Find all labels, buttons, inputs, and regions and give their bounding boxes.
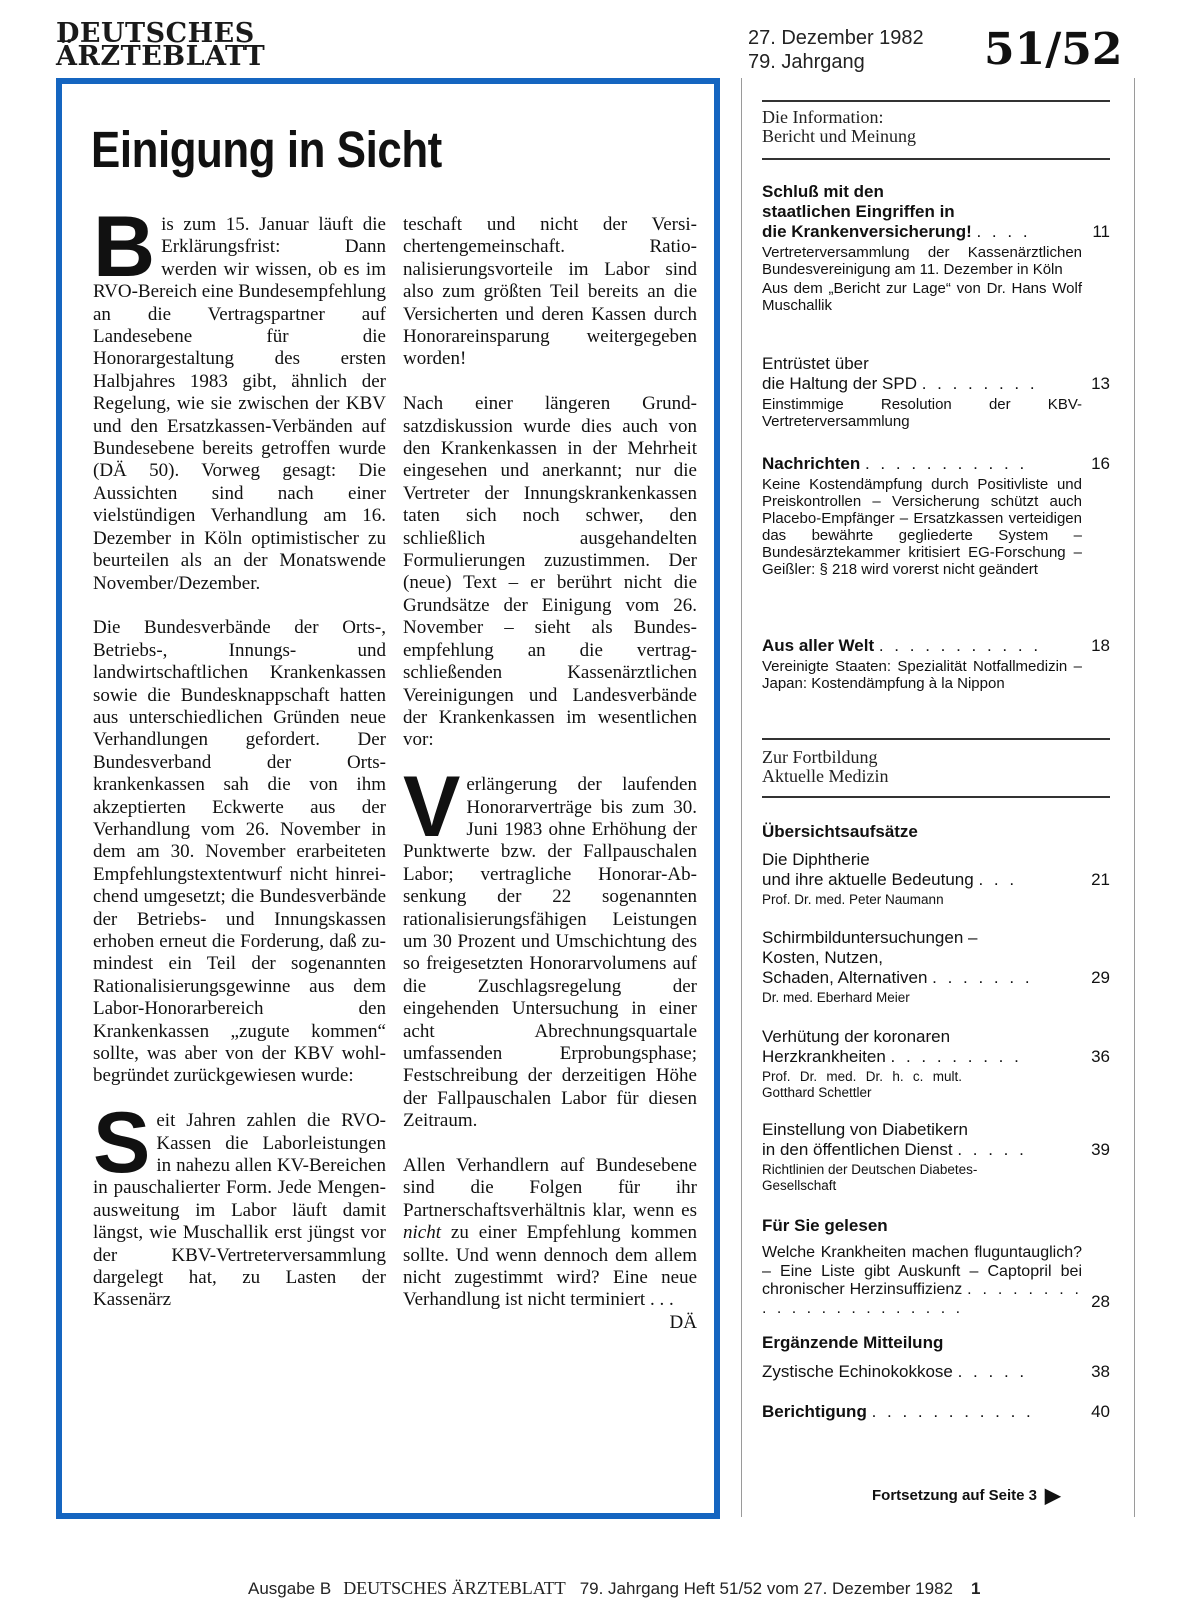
leader-dots: . . . . . . . . . . . (878, 636, 1042, 655)
entry-title: die Haltung der SPD (762, 374, 917, 393)
footer-publication: DEUTSCHES ÄRZTEBLATT (343, 1578, 566, 1598)
page-number: 36 (1091, 1047, 1110, 1066)
entry-title: und ihre aktuelle Bedeutung (762, 870, 974, 889)
toc-entry-flugtauglich[interactable] (762, 1244, 1082, 1318)
toc-entry-berichtigung[interactable] (762, 1402, 1082, 1422)
footer-details: 79. Jahrgang Heft 51/52 vom 27. Dezember 1982 (579, 1579, 953, 1598)
toc-entry-schirmbild[interactable] (762, 928, 1082, 1006)
leader-dots: . . . . . (957, 1362, 1028, 1381)
entry-author: Richtlinien der Deutschen Diabetes-Gesellschaft (762, 1162, 978, 1193)
leader-dots: . . . . . . . . (921, 374, 1038, 393)
entry-title: Schaden, Alternativen (762, 968, 928, 987)
entry-title: Schluß mit den (762, 182, 884, 201)
editorial-paragraph (403, 393, 697, 752)
entry-description: Keine Kostendämpfung durch Positivliste und Preiskontrollen – Versicherung schützt auch Placebo-Empfänger – Ersatzkassen verteidigen das bewährte gegliederte System – Bundesärztekammer kritisiert EG-Forschung – Geißler: § 218 wird vorerst nicht geändert (762, 476, 1082, 578)
toc-entry-echinokokkose[interactable] (762, 1362, 1082, 1382)
entry-title: Verhütung der koronaren (762, 1027, 951, 1046)
page-number: 38 (1091, 1362, 1110, 1381)
entry-description: Vereinigte Staaten: Spezialität Notfallmedizin – Japan: Kostendämpfung à la Nippon (762, 658, 1082, 692)
toc-entry-diphtherie[interactable] (762, 850, 1082, 908)
page-number: 40 (1091, 1402, 1110, 1421)
section-label: Bericht und Meinung (762, 126, 916, 146)
entry-title: Einstellung von Diabetikern (762, 1120, 969, 1139)
leader-dots: . . . . . (957, 1140, 1027, 1159)
footer-edition: Ausgabe B (248, 1579, 332, 1598)
page-number: 21 (1091, 870, 1110, 889)
entry-title: staatlichen Eingriffen in (762, 202, 955, 221)
divider (762, 738, 1110, 740)
leader-dots: . . . . . . . . . (890, 1047, 1022, 1066)
page-number: 13 (1091, 374, 1110, 393)
editorial-column-right (403, 214, 697, 1334)
entry-description: Einstimmige Resolution der KBV-Vertreterversammlung (762, 396, 1082, 430)
entry-title: Die Diphtherie (762, 850, 870, 869)
entry-title: Nachrichten (762, 454, 861, 473)
toc-section-fortbildung (762, 748, 888, 786)
paragraph-text: Die Bundesverbände der Orts-, Betriebs-, Innungs- und landwirtschaftlichen Krankenkassen sowie die Bundesknappschaft hatten aus unterschiedlichen Gründen neue Verhandlungen gefordert. Der Bundesverband der Ortskrankenkassen sah die von ihm akzeptierten Eckwerte aus der Verhandlung vom 26. November in dem am 30. November erarbeiteten Empfehlungstextentwurf nicht hinreichend umgesetzt; die Bundesverbände der Betriebs- und Innungskassen erhoben erneut die Forderung, daß zumindest ein Teil der sogenannten Rationalisierungsgewinne aus dem Labor-Honorarbereich den Krankenkassen „zugute kommen“ sollte, was aber von der KBV wohlbegründet zurückgewiesen wurde: (93, 617, 386, 1087)
entry-title: Zystische Echinokokkose (762, 1362, 953, 1381)
issue-number: 51/52 (984, 24, 1123, 75)
section-label: Zur Fortbildung (762, 747, 878, 767)
entry-description: Aus dem „Bericht zur Lage“ von Dr. Hans Wolf Muschallik (762, 280, 1082, 314)
page-number: 18 (1091, 636, 1110, 655)
entry-title: die Krankenversicherung! (762, 222, 972, 241)
entry-title: Aus aller Welt (762, 636, 875, 655)
editorial-headline: Einigung in Sicht (91, 121, 442, 178)
divider (762, 158, 1110, 160)
paragraph-text: erlängerung der laufenden Honorarverträge bis zum 30. Juni 1983 ohne Erhöhung der Punktwerte bzw. der Fallpauschalen Labor; vertragliche Honorar-Absenkung der 22 sogenannten rationalisierungsfähigen Leistungen um 30 Prozent und Umschichtung des so freigesetzten Honorarvolumens auf die Zuschlagsregelung der eingehenden Untersuchung in einer acht Abrechnungsquartale umfassenden Erprobungsphase; Festschreibung der derzeitigen Höhe der Fallpauschalen Labor für diesen Zeitraum. (403, 774, 697, 1132)
toc-entry-aus-aller-welt[interactable] (762, 636, 1082, 692)
entry-title: Berichtigung (762, 1402, 867, 1421)
toc-heading-fuer-sie-gelesen: Für Sie gelesen (762, 1216, 888, 1235)
divider (762, 100, 1110, 102)
editorial-paragraph (403, 1155, 697, 1333)
entry-author: Dr. med. Eberhard Meier (762, 990, 910, 1005)
drop-cap: V (403, 759, 461, 856)
leader-dots: . . . . . . . . . . . . . . . . . . . . . . (762, 1281, 1082, 1317)
masthead-line1: DEUTSCHES (56, 18, 255, 49)
paragraph-text: is zum 15. Januar läuft die Erklärungsfrist: Dann werden wir wissen, ob es im RVO-Bereich eine Bundesempfehlung an die Vertragspartner auf Landesebene für die Honorargestaltung des ersten Halbjahres 1983 gibt, ähnlich der Regelung, wie sie zwischen der KBV und den Ersatzkassen-Verbänden auf Bundesebene bereits getroffen wurde (DÄ 50). Vorweg gesagt: Die Aussichten sind nach einer vielstündigen Verhandlung am 16. Dezember in Köln optimistischer zu beurteilen als an der Monatswende November/Dezember. (93, 214, 386, 594)
divider (762, 796, 1110, 798)
section-label: Die Information: (762, 107, 884, 127)
paragraph-text: Nach einer längeren Grundsatzdiskussion wurde dies auch von den Krankenkassen in der Mehrheit eingesehen und anerkannt; nur die Vertreter der Innungskrankenkassen taten sich noch schwer, den schließlich ausgehandelten Formulierungen zuzustimmen. Der (neue) Text – er berührt nicht die Grundsätze der Einigung vom 26. November – sieht als Bundesempfehlung an die vertragschließenden Kassenärztlichen Vereinigungen und Landesverbände der Krankenkassen im wesentlichen vor: (403, 393, 697, 751)
paragraph-text: eit Jahren zahlen die RVO-Kassen die Laborleistungen in nahezu allen KV-Bereichen in pauschalierter Form. Jede Mengenausweitung im Labor läuft damit längst, wie Muschallik erst jüngst vor der KBV-Vertreterversammlung dargelegt hat, zu Lasten der Kassenärz (93, 1110, 386, 1311)
page-number: 16 (1091, 454, 1110, 473)
leader-dots: . . . . (976, 222, 1031, 241)
issue-meta (748, 26, 924, 74)
toc-section-information (762, 108, 916, 146)
paragraph-text: Allen Verhandlern auf Bundesebene sind die Folgen für ihr Partnerschaftsverhältnis klar, wenn es (403, 1155, 697, 1221)
author-signoff: DÄ (669, 1311, 697, 1333)
entry-title: Herzkrankheiten (762, 1047, 886, 1066)
toc-heading-ergaenzende-mitteilung: Ergänzende Mitteilung (762, 1333, 944, 1352)
entry-title: Schirmbilduntersuchungen – (762, 928, 978, 947)
entry-author: Prof. Dr. med. Peter Naumann (762, 892, 944, 907)
entry-author: Prof. Dr. med. Dr. h. c. mult. Gotthard Schettler (762, 1069, 962, 1100)
masthead-logo (56, 18, 266, 72)
masthead-line2: ÄRZTEBLATT (56, 41, 266, 72)
editorial-paragraph (93, 617, 386, 1088)
toc-heading-uebersichtsaufsaetze: Übersichtsaufsätze (762, 822, 918, 841)
emphasis-text: nicht (403, 1222, 441, 1244)
editorial-paragraph (403, 759, 697, 1133)
toc-entry-diabetiker[interactable] (762, 1120, 1082, 1194)
continued-link[interactable] (872, 1486, 1060, 1506)
entry-title: Entrüstet über (762, 354, 869, 373)
footer-page-number: 1 (970, 1579, 981, 1598)
leader-dots: . . . . . . . (932, 968, 1033, 987)
entry-description: Welche Krankheiten machen fluguntauglich? – Eine Liste gibt Auskunft – Captopril bei chronischer Herzinsuffizienz (762, 1244, 1082, 1298)
entry-title: Kosten, Nutzen, (762, 948, 883, 967)
drop-cap: S (93, 1095, 151, 1192)
paragraph-text: zu einer Empfehlung kommen sollte. Und wenn dennoch dem allem nicht zugestimmt wird? Eine neue Verhandlung ist nicht terminiert . . . (403, 1222, 697, 1311)
leader-dots: . . . . . . . . . . . (864, 454, 1028, 473)
issue-date: 27. Dezember 1982 (748, 27, 924, 49)
page-number: 39 (1091, 1140, 1110, 1159)
editorial-paragraph (93, 1095, 386, 1312)
toc-entry-nachrichten[interactable] (762, 454, 1082, 578)
editorial-paragraph (93, 199, 386, 595)
page-number: 28 (1091, 1292, 1110, 1311)
editorial-paragraph (403, 214, 697, 371)
paragraph-text: teschaft und nicht der Versichertengemeinschaft. Rationalisierungsvorteile im Labor sind also zum größten Teil bereits an die Versicherten und deren Kassen durch Honorareinsparung weitergegeben worden! (403, 214, 697, 370)
issue-volume: 79. Jahrgang (748, 51, 865, 73)
page-number: 11 (1092, 222, 1110, 241)
continued-label: Fortsetzung auf Seite 3 (872, 1487, 1038, 1504)
entry-description: Vertreterversammlung der Kassenärztlichen Bundesvereinigung am 11. Dezember in Köln (762, 244, 1082, 278)
leader-dots: . . . . . . . . . . . (871, 1402, 1034, 1421)
leader-dots: . . . (978, 870, 1018, 889)
triangle-right-icon: ▶ (1045, 1485, 1061, 1507)
editorial-column-left (93, 199, 386, 1312)
page-number: 29 (1091, 968, 1110, 987)
entry-title: in den öffentlichen Dienst (762, 1140, 953, 1159)
page-footer (248, 1577, 980, 1600)
toc-entry-herzkrankheiten[interactable] (762, 1027, 1082, 1101)
toc-entry-spd[interactable] (762, 354, 1082, 430)
drop-cap: B (93, 199, 156, 295)
toc-entry-versicherung[interactable] (762, 182, 1082, 314)
section-label: Aktuelle Medizin (762, 766, 889, 786)
